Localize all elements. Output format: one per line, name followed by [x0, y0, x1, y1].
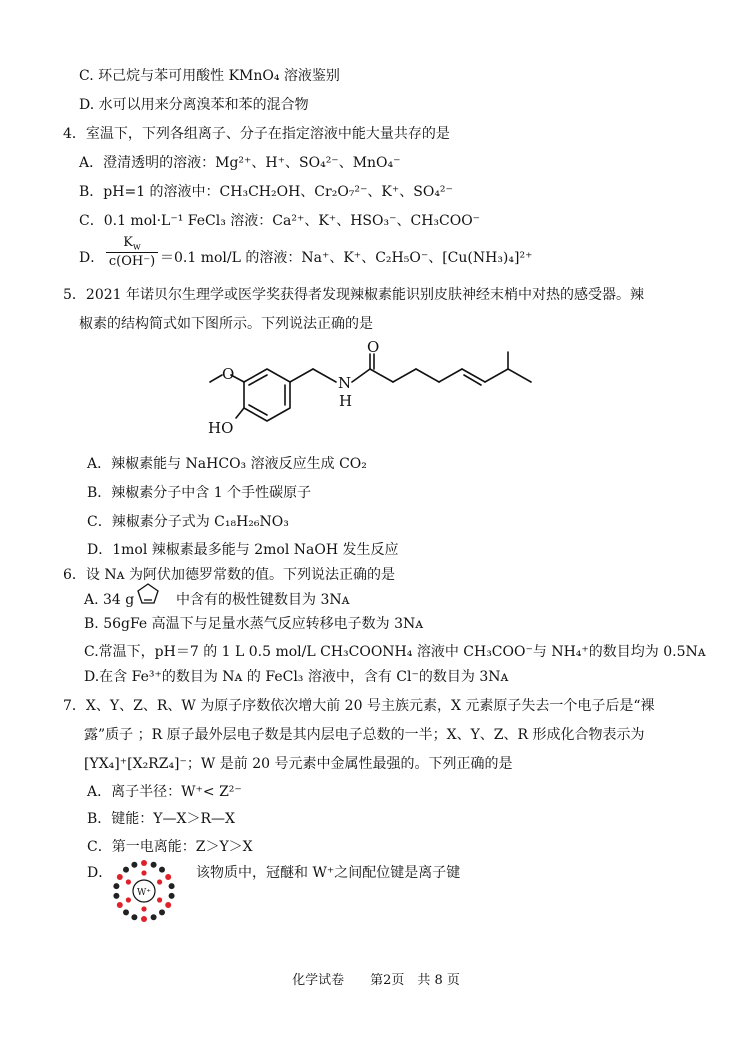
- carbon-atom-dot: [151, 914, 157, 920]
- q7-stem-line2: 露”质子 ；R 原子最外层电子数是其内层电子总数的一半；X、Y、Z、R 形成化合物表示为: [84, 727, 645, 743]
- carbon-atom-dot: [169, 883, 175, 889]
- oxygen-atom-dot: [117, 902, 123, 908]
- carbon-atom-dot: [151, 862, 157, 868]
- inner-oxygen-dot: [126, 897, 131, 902]
- carbon-atom-dot: [123, 867, 129, 873]
- q4-option-a: A．澄清透明的溶液：Mg²⁺、H⁺、SO₄²⁻、MnO₄⁻: [79, 155, 401, 171]
- methoxy-oxygen-label: O: [222, 365, 235, 383]
- q4-option-d-label: D．: [79, 250, 105, 266]
- q4-option-b: B．pH=1 的溶液中：CH₃CH₂OH、Cr₂O₇²⁻、K⁺、SO₄²⁻: [79, 184, 453, 200]
- oxygen-atom-dot: [141, 860, 147, 866]
- inner-oxygen-dot: [157, 879, 162, 884]
- q6-option-b: B. 56gFe 高温下与足量水蒸气反应转移电子数为 3Nᴀ: [84, 616, 424, 632]
- carbon-atom-dot: [169, 893, 175, 899]
- fraction-denominator: c(OH⁻): [108, 254, 156, 269]
- capsaicin-structure: [200, 340, 560, 445]
- q7-option-d-text: 该物质中，冠醚和 W⁺之间配位键是离子键: [196, 865, 461, 881]
- q7-stem-line3: [YX₄]⁺[X₂RZ₄]⁻；W 是前 20 号元素中金属性最强的。下列正确的是: [84, 756, 513, 772]
- inner-oxygen-dot: [157, 897, 162, 902]
- carbon-atom-dot: [159, 867, 165, 873]
- q6-option-c: C.常温下，pH＝7 的 1 L 0.5 mol/L CH₃COONH₄ 溶液中 CH₃COO⁻与 NH₄⁺的数目均为 0.5Nᴀ: [84, 644, 706, 660]
- inner-oxygen-dot: [126, 879, 131, 884]
- q3-option-d: D. 水可以用来分离溴苯和苯的混合物: [79, 97, 309, 113]
- hydroxyl-label: HO: [208, 419, 234, 437]
- kw-symbol: K: [123, 235, 133, 250]
- inner-oxygen-dot: [141, 906, 146, 911]
- q4-stem: 4．室温下，下列各组离子、分子在指定溶液中能大量共存的是: [63, 126, 450, 142]
- carbonyl-oxygen-label: O: [367, 340, 380, 356]
- oxygen-atom-dot: [165, 874, 171, 880]
- q6-option-d: D.在含 Fe³⁺的数目为 Nᴀ 的 FeCl₃ 溶液中，含有 Cl⁻的数目为 3Nᴀ: [84, 669, 509, 685]
- q7-option-a: A．离子半径：W⁺< Z²⁻: [87, 784, 242, 800]
- page-footer: 化学试卷 第2页 共 8 页: [292, 973, 460, 988]
- q6-option-a-text: 中含有的极性键数目为 3Nᴀ: [176, 592, 350, 608]
- oxygen-atom-dot: [165, 902, 171, 908]
- oxygen-atom-dot: [141, 916, 147, 922]
- oxygen-atom-dot: [117, 874, 123, 880]
- q4-option-d-text: ＝0.1 mol/L 的溶液：Na⁺、K⁺、C₂H₅O⁻、[Cu(NH₃)₄]²⁺: [160, 250, 533, 266]
- q7-option-b: B．键能：Y—X＞R—X: [87, 811, 236, 827]
- q7-option-d-label: D．: [87, 865, 113, 881]
- q3-option-c: C. 环己烷与苯可用酸性 KMnO₄ 溶液鉴别: [79, 68, 340, 84]
- carbon-atom-dot: [131, 914, 137, 920]
- q5-option-d: D．1mol 辣椒素最多能与 2mol NaOH 发生反应: [87, 542, 399, 558]
- carbon-atom-dot: [159, 909, 165, 915]
- fraction-bar: [106, 252, 158, 253]
- q5-option-b: B．辣椒素分子中含 1 个手性碳原子: [87, 485, 312, 501]
- carbon-atom-dot: [113, 883, 119, 889]
- q4-option-c: C．0.1 mol·L⁻¹ FeCl₃ 溶液：Ca²⁺、K⁺、HSO₃⁻、CH₃COO⁻: [79, 213, 481, 229]
- q6-option-a-prefix: A. 34 g: [84, 592, 135, 608]
- q6-stem: 6．设 Nᴀ 为阿伏加德罗常数的值。下列说法正确的是: [63, 567, 395, 583]
- crown-center-label: W⁺: [136, 888, 152, 898]
- crown-ether-complex: [104, 856, 184, 928]
- q4-fraction: [104, 235, 160, 270]
- furan-ring-icon: [134, 580, 162, 608]
- q5-stem-line2: 椒素的结构简式如下图所示。下列说法正确的是: [79, 316, 373, 332]
- q5-option-c: C．辣椒素分子式为 C₁₈H₂₆NO₃: [87, 514, 289, 530]
- kw-subscript: w: [133, 242, 141, 253]
- q5-stem-line1: 5．2021 年诺贝尔生理学或医学奖获得者发现辣椒素能识别皮肤神经末梢中对热的感受器。辣: [63, 287, 644, 303]
- carbon-atom-dot: [113, 893, 119, 899]
- q7-stem-line1: 7．X、Y、Z、R、W 为原子序数依次增大前 20 号主族元素，X 元素原子失去一个电子后是“裸: [63, 698, 655, 714]
- carbon-atom-dot: [123, 909, 129, 915]
- q5-option-a: A．辣椒素能与 NaHCO₃ 溶液反应生成 CO₂: [87, 456, 367, 472]
- amide-hydrogen-label: H: [339, 392, 353, 410]
- carbon-atom-dot: [131, 862, 137, 868]
- inner-oxygen-dot: [141, 870, 146, 875]
- q7-option-c: C．第一电离能：Z＞Y＞X: [87, 839, 253, 855]
- amide-nitrogen-label: N: [338, 374, 352, 392]
- fraction-numerator: [104, 235, 160, 251]
